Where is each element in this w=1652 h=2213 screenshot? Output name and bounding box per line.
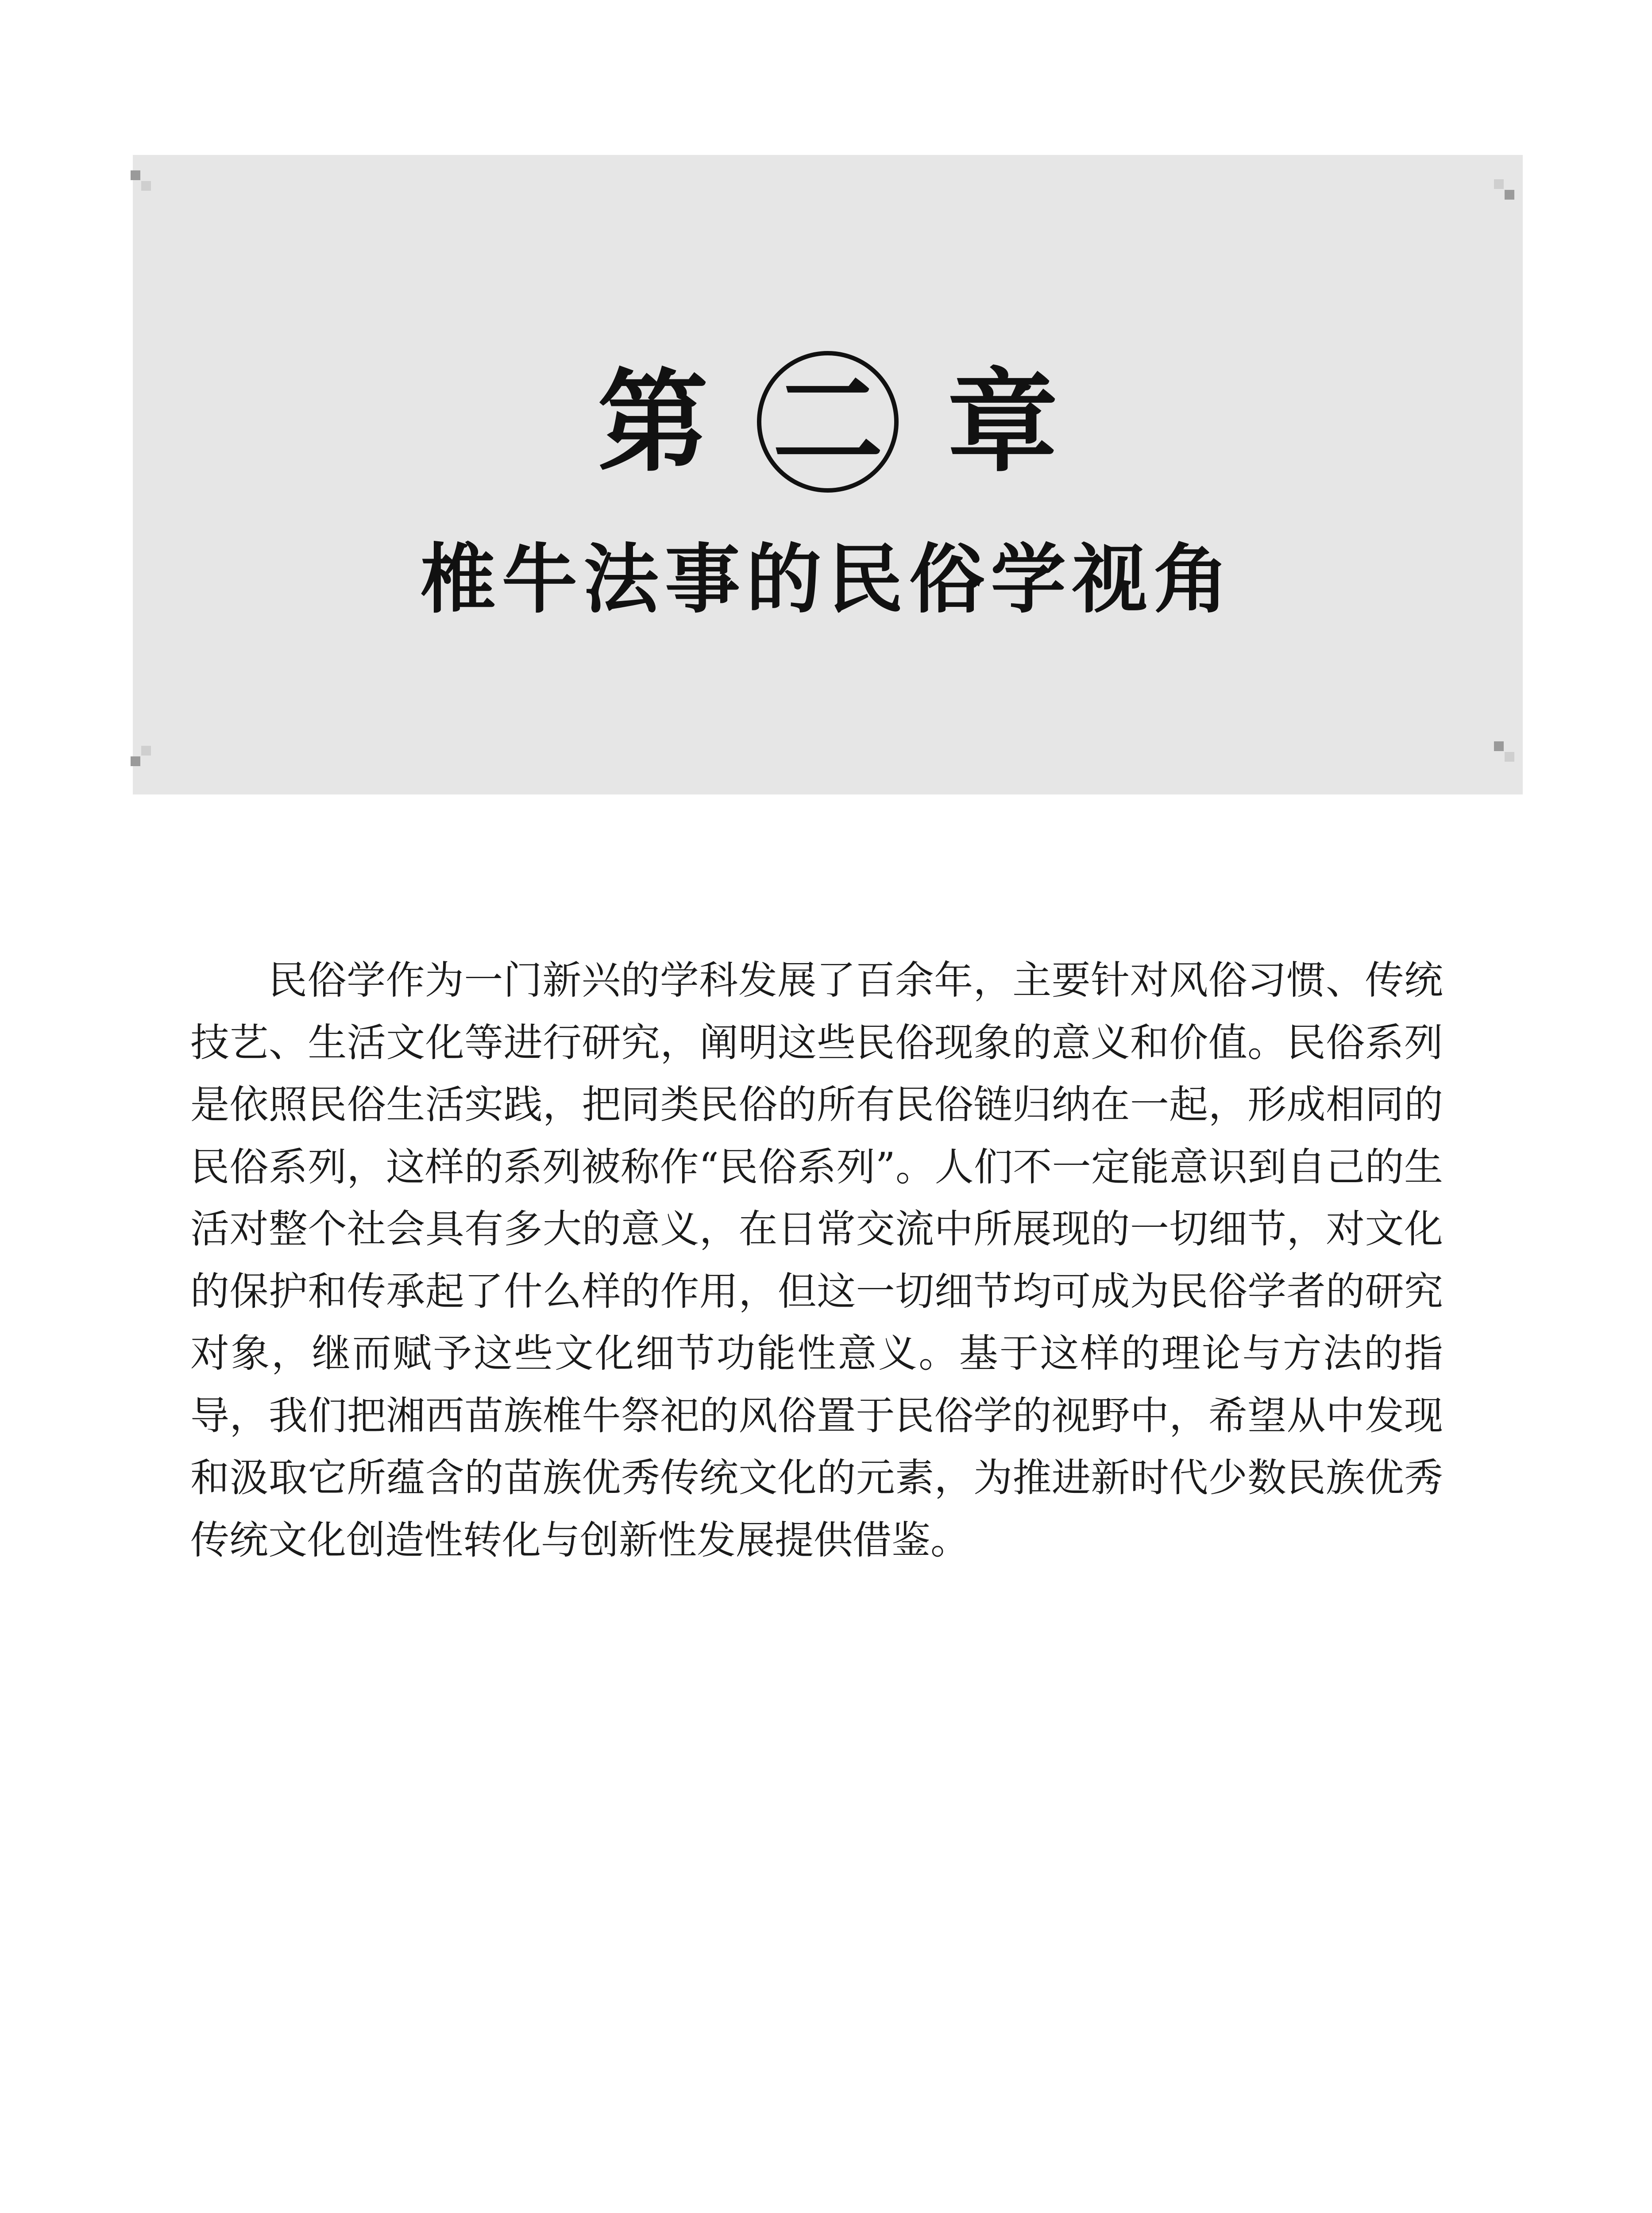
corner-ornament-top-right <box>1494 179 1525 210</box>
corner-ornament-bottom-right <box>1494 741 1525 772</box>
chapter-title: 椎牛法事的民俗学视角 <box>420 536 1235 624</box>
chapter-suffix: 章 <box>947 357 1058 487</box>
chapter-header-panel <box>133 155 1523 794</box>
corner-ornament-top-left <box>131 170 162 201</box>
body-paragraph: 民俗学作为一门新兴的学科发展了百余年，主要针对风俗习惯、传统技艺、生活文化等进行研究，阐明这些民俗现象的意义和价值。民俗系列是依照民俗生活实践，把同类民俗的所有民俗链归纳在一起，形成相同的民俗系列，这样的系列被称作“民俗系列”。人们不一定能意识到自己的生活对整个社会具有多大的意义，在日常交流中所展现的一切细节，对文化的保护和传承起了什么样的作用，但这一切细节均可成为民俗学者的研究对象，继而赋予这些文化细节功能性意义。基于这样的理论与方法的指导，我们把湘西苗族椎牛祭祀的风俗置于民俗学的视野中，希望从中发现和汲取它所蕴含的苗族优秀传统文化的元素，为推进新时代少数民族优秀传统文化创造性转化与创新性发展提供借鉴。 <box>190 957 1443 1563</box>
chapter-number-circle: 二 <box>757 351 899 493</box>
chapter-heading <box>133 345 1523 493</box>
corner-ornament-bottom-left <box>131 746 162 777</box>
chapter-prefix: 第 <box>598 357 708 487</box>
